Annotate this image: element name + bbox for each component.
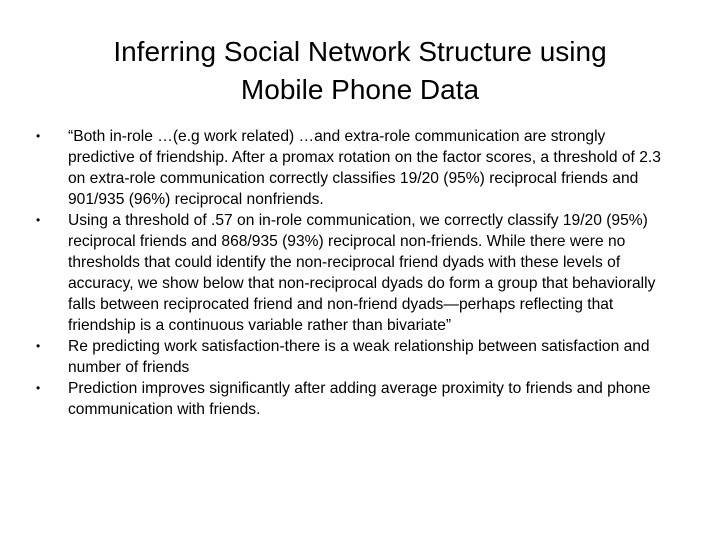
bullet-icon: • [36, 129, 41, 143]
slide-title-line-2: Mobile Phone Data [240, 74, 480, 105]
bullet-icon: • [36, 213, 41, 227]
bullet-icon: • [36, 339, 41, 353]
slide-title [0, 33, 720, 109]
slide-title-line-1: Inferring Social Network Structure using [113, 36, 607, 67]
bullet-text: Using a threshold of .57 on in-role communication, we correctly classify 19/20 (95%) reciprocal friends and 868/935 (93%) reciprocal non-friends. While there were no thresholds that could identify the non-reciprocal friend dyads with these levels of accuracy, we show below that non-reciprocal dyads do form a group that behaviorally falls between reciprocated friend and non-friend dyads—perhaps reflecting that friendship is a continuous variable rather than bivariate” [68, 212, 656, 334]
bullet-item [36, 378, 676, 420]
bullet-item [36, 336, 676, 378]
bullet-item [36, 126, 676, 210]
bullet-text: Re predicting work satisfaction-there is a weak relationship between satisfaction and number of friends [68, 338, 650, 376]
bullet-text: Prediction improves significantly after adding average proximity to friends and phone communication with friends. [68, 380, 651, 418]
bullet-text: “Both in-role …(e.g work related) …and extra-role communication are strongly predictive of friendship. After a promax rotation on the factor scores, a threshold of 2.3 on extra-role communication correctly classifies 19/20 (95%) reciprocal friends and 901/935 (96%) reciprocal nonfriends. [68, 128, 661, 208]
bullet-list [36, 126, 676, 420]
bullet-item [36, 210, 676, 336]
bullet-icon: • [36, 381, 41, 395]
